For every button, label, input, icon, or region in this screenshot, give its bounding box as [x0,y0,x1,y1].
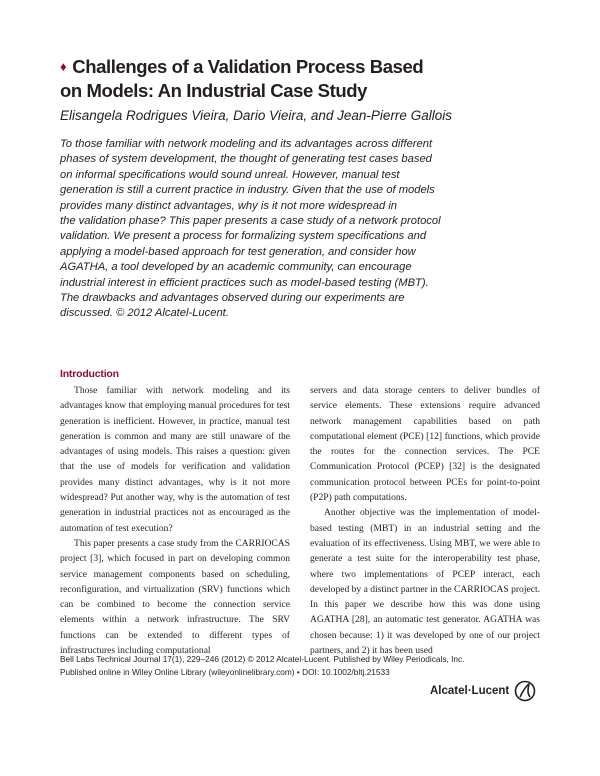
body-column-right [310,383,540,658]
article-title-line2: on Models: An Industrial Case Study [60,80,368,101]
abstract-line: discussed. © 2012 Alcatel-Lucent. [60,307,229,320]
article-title [60,56,530,102]
abstract-line: To those familiar with network modeling and its advantages across different [60,138,433,150]
article-title-line1: Challenges of a Validation Process Based [72,56,424,77]
abstract-line: validation. We present a process for formalizing system specifications and [60,230,427,243]
abstract-line: AGATHA, a tool developed by an academic community, can encourage [60,261,412,274]
abstract [60,137,455,322]
footer [60,653,540,679]
body-paragraph: servers and data storage centers to deliver bundles of service elements. These extensions require advanced network management capabilities based on path computational element (PCE) [12] functions, which provide the routes for the connection services. The PCE Communication Protocol (PCEP) [32] is the designated communication protocol between PCEs for point-to-point (P2P) path computations. [310,385,540,504]
authors: Elisangela Rodrigues Vieira, Dario Vieira, and Jean-Pierre Gallois [60,108,452,123]
abstract-line: applying a model-based approach for test generation, and consider how [60,245,416,258]
abstract-line: on informal specifications would sound unreal. However, manual test [60,168,400,181]
abstract-line: industrial interest in efficient practices such as model-based testing (MBT). [60,276,429,289]
alcatel-lucent-logo-icon [514,680,536,702]
diamond-icon: ♦ [60,59,67,74]
footer-citation: Bell Labs Technical Journal 17(1), 229–246 (2012) © 2012 Alcatel-Lucent. Published by Wiley Periodicals, Inc. [60,654,465,664]
publisher-logo [430,680,536,702]
abstract-line: The drawbacks and advantages observed during our experiments are [60,292,405,305]
abstract-line: generation is still a current practice in industry. Given that the use of models [60,184,435,197]
body-paragraph: Those familiar with network modeling and its advantages know that employing manual procedures for test generation is inefficient. However, in practice, manual test generation is common and many are still unaware of the advantages of using models. This raises a question: given that the use of models for verification and validation provides many distinct advantages, why is it not more widespread? Put another way, why is the automation of test generation in industrial practices not as encouraged as the automation of test execution? [60,385,290,534]
abstract-line: provides many distinct advantages, why is it not more widespread in [60,199,398,212]
body-paragraph: This paper presents a case study from the CARRIOCAS project [3], which focused in part on developing common service management components based on scheduling, reconfiguration, and virtualization (SRV) functions which can be combined to become the connection service elements within a network infrastructure. The SRV functions can be extended to different types of infrastructures including computational [60,537,290,657]
section-heading-introduction: Introduction [60,368,119,380]
footer-doi: Published online in Wiley Online Library (wileyonlinelibrary.com) • DOI: 10.1002/bltj.21533 [60,667,390,677]
body-column-left [60,383,290,658]
body-paragraph: Another objective was the implementation of model-based testing (MBT) in an industrial setting and the evaluation of its effectiveness. Using MBT, we were able to generate a test suite for the interoperability test phase, where two implementations of PCEP interact, each developed by a distinct partner in the CARRIOCAS project. In this paper we describe how this was done using AGATHA [28], an automatic test generator. AGATHA was chosen because: 1) it was developed by one of our project partners, and 2) it has been used [310,507,540,657]
abstract-line: the validation phase? This paper presents a case study of a network protocol [60,215,441,228]
logo-text: Alcatel·Lucent [430,685,510,697]
title-block [60,56,530,125]
abstract-line: phases of system development, the thought of generating test cases based [60,153,432,166]
